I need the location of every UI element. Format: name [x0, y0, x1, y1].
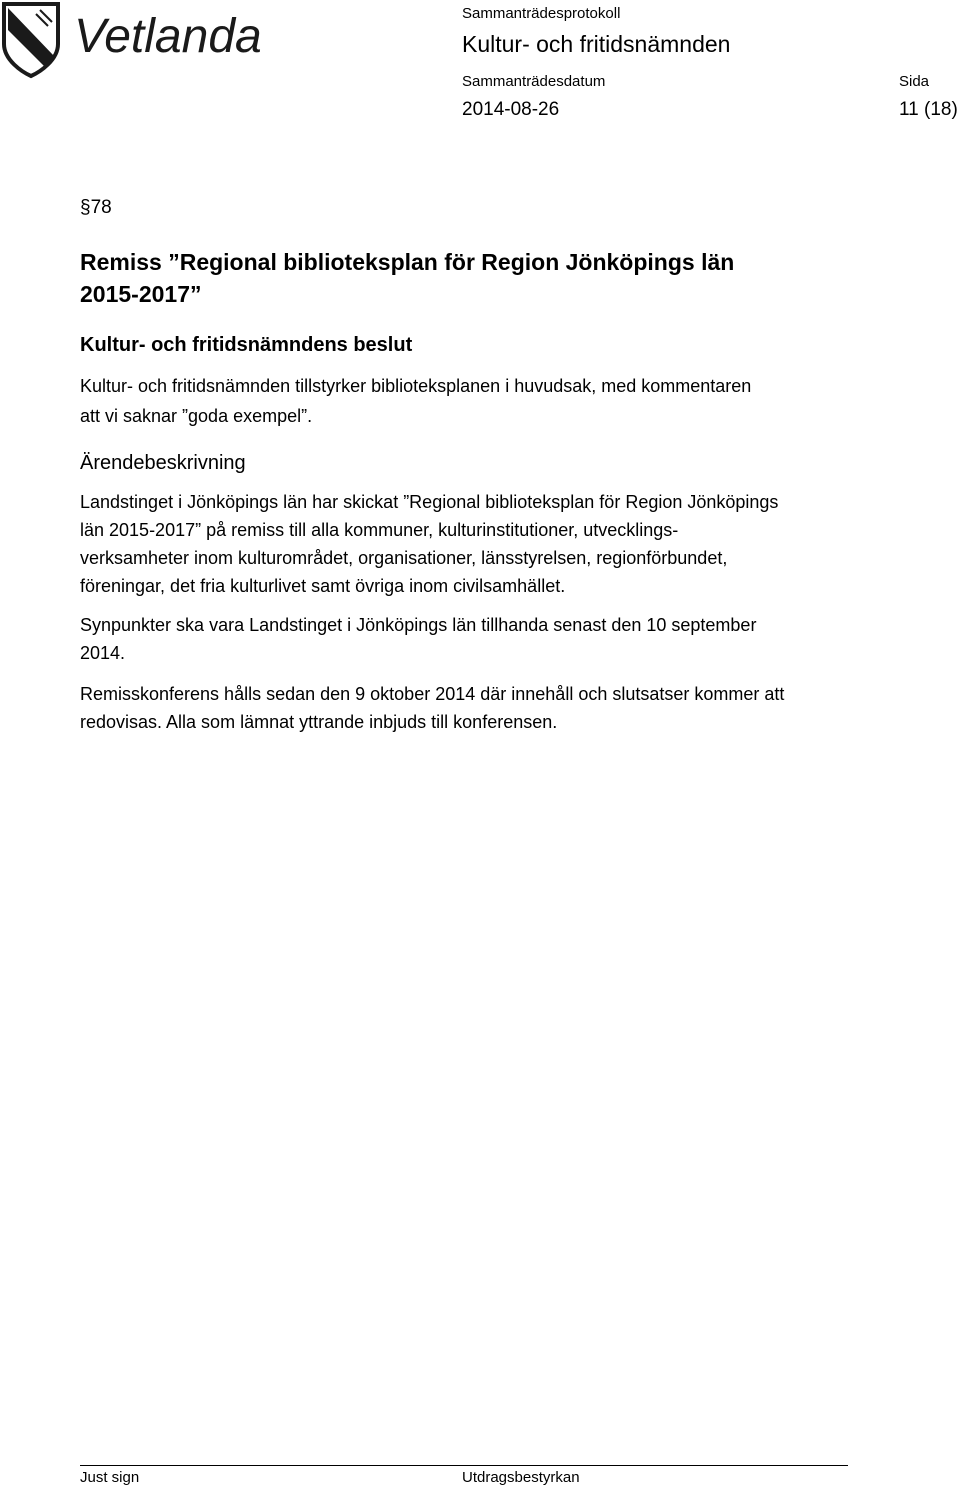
paragraph-line: 2014.	[80, 643, 126, 663]
decision-line: Kultur- och fritidsnämnden tillstyrker biblioteksplanen i huvudsak, med kommentaren	[80, 376, 752, 396]
decision-line: att vi saknar ”goda exempel”.	[80, 406, 313, 426]
meeting-date-label: Sammanträdesdatum	[462, 73, 606, 90]
paragraph-line: län 2015-2017” på remiss till alla kommuner, kulturinstitutioner, utvecklings-	[80, 520, 679, 540]
logo-wordmark: Vetlanda	[74, 10, 262, 63]
committee-name: Kultur- och fritidsnämnden	[462, 31, 731, 57]
paragraph-line: föreningar, det fria kulturlivet samt övriga inom civilsamhället.	[80, 576, 566, 596]
paragraph-line: Landstinget i Jönköpings län har skickat ”Regional biblioteksplan för Region Jönköpings	[80, 492, 779, 512]
decision-heading: Kultur- och fritidsnämndens beslut	[80, 334, 413, 356]
paragraph-number: §78	[80, 197, 112, 218]
deadline-paragraph	[80, 611, 860, 667]
title-line: 2015-2017”	[80, 281, 202, 307]
footer-divider	[80, 1465, 848, 1466]
meeting-date: 2014-08-26	[462, 99, 560, 120]
document-type: Sammanträdesprotokoll	[462, 5, 621, 22]
page-label: Sida	[899, 73, 930, 90]
conference-paragraph	[80, 680, 860, 736]
title-line: Remiss ”Regional biblioteksplan för Region Jönköpings län	[80, 249, 735, 275]
coat-of-arms-icon	[0, 0, 300, 80]
paragraph-line: verksamheter inom kulturområdet, organisationer, länsstyrelsen, regionförbundet,	[80, 548, 728, 568]
footer-just-sign: Just sign	[80, 1469, 140, 1486]
description-paragraph	[80, 488, 860, 600]
paragraph-line: redovisas. Alla som lämnat yttrande inbjuds till konferensen.	[80, 712, 558, 732]
description-heading: Ärendebeskrivning	[80, 452, 246, 474]
page-number: 11 (18)	[899, 99, 958, 120]
paragraph-line: Remisskonferens hålls sedan den 9 oktober 2014 där innehåll och slutsatser kommer att	[80, 684, 785, 704]
paragraph-line: Synpunkter ska vara Landstinget i Jönköpings län tillhanda senast den 10 september	[80, 615, 757, 635]
vetlanda-logo	[0, 0, 300, 80]
decision-text	[80, 371, 860, 431]
page-title	[80, 246, 860, 310]
footer-certification: Utdragsbestyrkan	[462, 1469, 580, 1486]
